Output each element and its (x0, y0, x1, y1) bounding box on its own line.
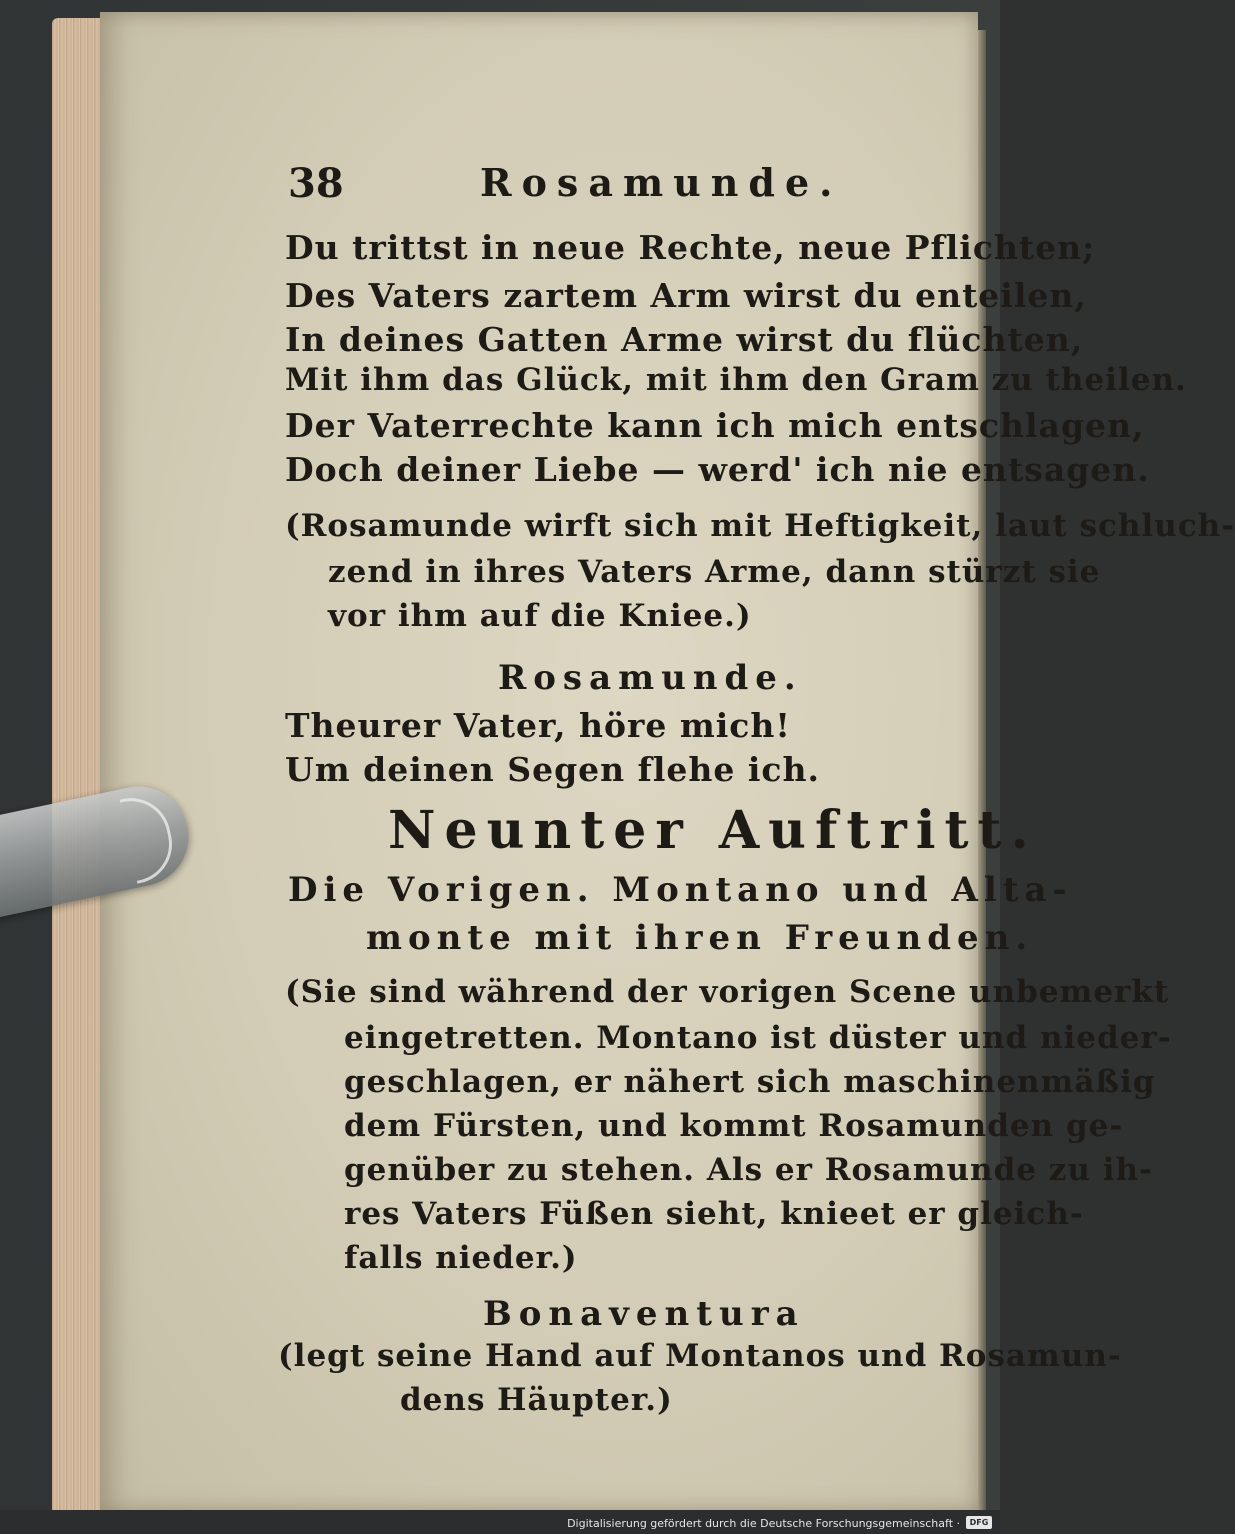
persons-line: Die Vorigen. Montano und Alta- (288, 870, 1073, 910)
stage-direction-line: vor ihm auf die Kniee.) (328, 598, 752, 634)
scene-title: Neunter Auftritt. (388, 800, 1038, 861)
stage-direction-line: dens Häupter.) (400, 1382, 673, 1418)
stage-direction-line: (Sie sind während der vorigen Scene unbemerkt (285, 974, 1170, 1010)
speaker-name: Rosamunde. (498, 658, 803, 698)
speech-line: Theurer Vater, höre mich! (285, 706, 791, 745)
verse-line: Des Vaters zartem Arm wirst du enteilen, (285, 276, 1087, 315)
page-number: 38 (288, 160, 344, 207)
stage-direction-line: res Vaters Füßen sieht, knieet er gleich- (344, 1196, 1084, 1232)
stage-direction-line: zend in ihres Vaters Arme, dann stürzt sie (328, 554, 1101, 590)
stage-direction-line: falls nieder.) (344, 1240, 578, 1276)
stage-direction-line: (legt seine Hand auf Montanos und Rosamun- (278, 1338, 1122, 1374)
running-head: Rosamunde. (480, 160, 843, 205)
verse-line: In deines Gatten Arme wirst du flüchten, (285, 320, 1084, 359)
speech-line: Um deinen Segen flehe ich. (285, 750, 820, 789)
stage-direction-line: eingetretten. Montano ist düster und nieder- (344, 1020, 1172, 1056)
speaker-name: Bonaventura (483, 1294, 805, 1334)
verse-line: Du trittst in neue Rechte, neue Pflichten; (285, 228, 1096, 267)
stage-direction-line: geschlagen, er nähert sich maschinenmäßig (344, 1064, 1156, 1100)
verse-line: Der Vaterrechte kann ich mich entschlagen, (285, 406, 1145, 445)
stage-direction-line: genüber zu stehen. Als er Rosamunde zu ih- (344, 1152, 1153, 1188)
funding-notice: Digitalisierung gefördert durch die Deutsche Forschungsgemeinschaft · (567, 1517, 960, 1530)
verse-line: Mit ihm das Glück, mit ihm den Gram zu theilen. (285, 362, 1187, 398)
dfg-logo: DFG (966, 1516, 992, 1529)
stage-direction-line: (Rosamunde wirft sich mit Heftigkeit, laut schluch- (285, 508, 1235, 544)
stage-direction-line: dem Fürsten, und kommt Rosamunden ge- (344, 1108, 1124, 1144)
persons-line: monte mit ihren Freunden. (366, 918, 1034, 958)
verse-line: Doch deiner Liebe — werd' ich nie entsagen. (285, 450, 1150, 489)
